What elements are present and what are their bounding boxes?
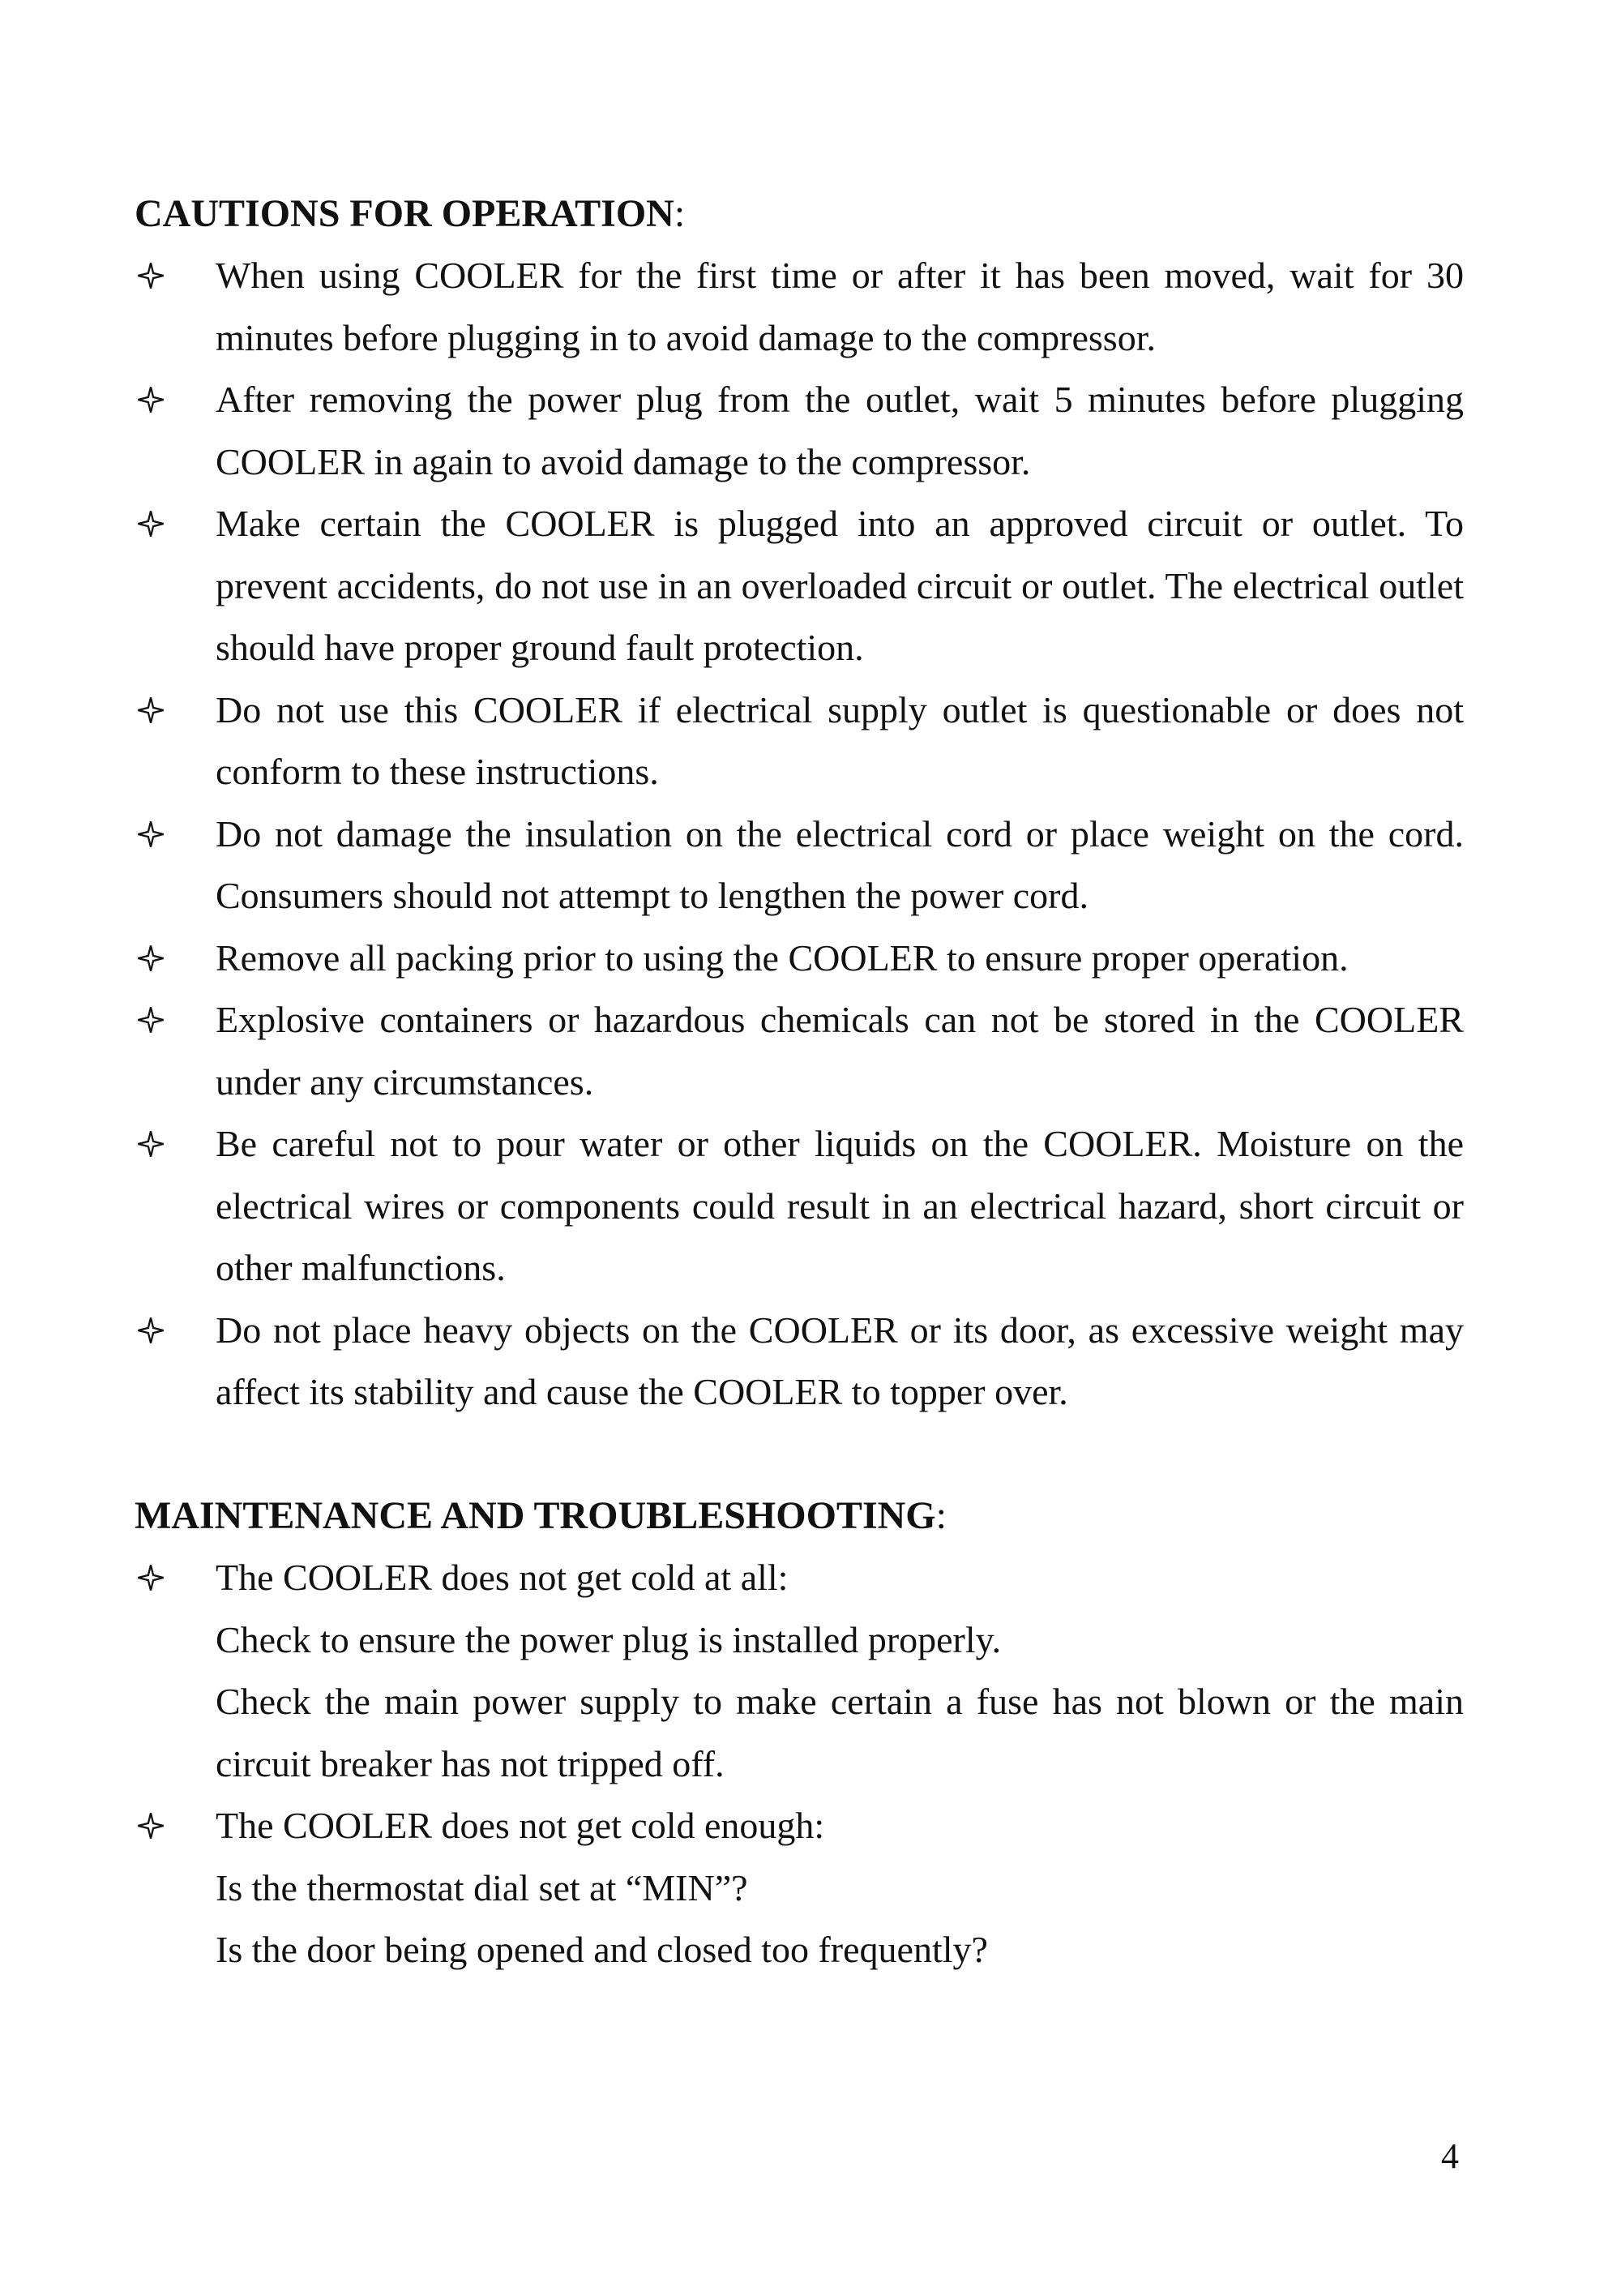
caution-item bbox=[135, 927, 1464, 990]
caution-text: After removing the power plug from the outlet, wait 5 minutes before plugging COOLER in again to avoid damage to the compressor. bbox=[216, 379, 1464, 482]
troubleshooting-item bbox=[135, 1547, 1464, 1795]
caution-text: Explosive containers or hazardous chemicals can not be stored in the COOLER under any circumstances. bbox=[216, 999, 1464, 1103]
caution-item bbox=[135, 803, 1464, 927]
caution-text: When using COOLER for the first time or after it has been moved, wait for 30 minutes before plugging in to avoid damage to the compressor. bbox=[216, 255, 1464, 358]
troubleshooting-check: Is the thermostat dial set at “MIN”? bbox=[216, 1866, 748, 1908]
troubleshooting-problem: The COOLER does not get cold enough: bbox=[216, 1805, 825, 1846]
four-point-star-outline-icon bbox=[135, 369, 167, 430]
four-point-star-outline-icon bbox=[135, 1547, 167, 1608]
four-point-star-outline-icon bbox=[135, 493, 167, 555]
caution-item bbox=[135, 245, 1464, 369]
troubleshooting-list bbox=[135, 1547, 1464, 1981]
caution-text: Do not damage the insulation on the electrical cord or place weight on the cord. Consumers should not attempt to lengthen the power cord. bbox=[216, 812, 1464, 916]
caution-text: Remove all packing prior to using the COOLER to ensure proper operation. bbox=[216, 936, 1349, 979]
caution-item bbox=[135, 1113, 1464, 1300]
caution-text: Be careful not to pour water or other liquids on the COOLER. Moisture on the electrical wires or components could result in an electrical hazard, short circuit or other malfunctions. bbox=[216, 1123, 1464, 1288]
four-point-star-outline-icon bbox=[135, 679, 167, 741]
caution-item bbox=[135, 679, 1464, 803]
cautions-heading bbox=[135, 183, 685, 245]
cautions-list bbox=[135, 245, 1464, 1424]
caution-item bbox=[135, 989, 1464, 1113]
troubleshooting-check: Check to ensure the power plug is installed properly. bbox=[216, 1618, 1002, 1660]
four-point-star-outline-icon bbox=[135, 1113, 167, 1175]
maintenance-heading bbox=[135, 1485, 947, 1547]
maintenance-heading-text: MAINTENANCE AND TROUBLESHOOTING bbox=[135, 1494, 936, 1537]
maintenance-heading-colon: : bbox=[935, 1494, 947, 1537]
caution-text: Make certain the COOLER is plugged into an approved circuit or outlet. To prevent accidents, do not use in an overloaded circuit or outlet. The electrical outlet should have proper ground fault protection. bbox=[216, 503, 1464, 668]
cautions-heading-colon: : bbox=[674, 192, 686, 235]
troubleshooting-problem: The COOLER does not get cold at all: bbox=[216, 1557, 789, 1598]
four-point-star-outline-icon bbox=[135, 1795, 167, 1857]
troubleshooting-check: Check the main power supply to make certain a fuse has not blown or the main circuit breaker has not tripped off. bbox=[216, 1681, 1464, 1784]
four-point-star-outline-icon bbox=[135, 245, 167, 306]
cautions-heading-text: CAUTIONS FOR OPERATION bbox=[135, 192, 674, 235]
page-number: 4 bbox=[1441, 2136, 1459, 2176]
caution-item bbox=[135, 493, 1464, 679]
caution-item bbox=[135, 369, 1464, 493]
caution-text: Do not use this COOLER if electrical supply outlet is questionable or does not conform to these instructions. bbox=[216, 688, 1464, 792]
four-point-star-outline-icon bbox=[135, 1300, 167, 1361]
troubleshooting-item bbox=[135, 1795, 1464, 1981]
four-point-star-outline-icon bbox=[135, 989, 167, 1051]
four-point-star-outline-icon bbox=[135, 927, 167, 989]
troubleshooting-check: Is the door being opened and closed too frequently? bbox=[216, 1929, 988, 1970]
four-point-star-outline-icon bbox=[135, 803, 167, 865]
caution-item bbox=[135, 1300, 1464, 1424]
caution-text: Do not place heavy objects on the COOLER or its door, as excessive weight may affect its stability and cause the COOLER to topper over. bbox=[216, 1309, 1464, 1412]
